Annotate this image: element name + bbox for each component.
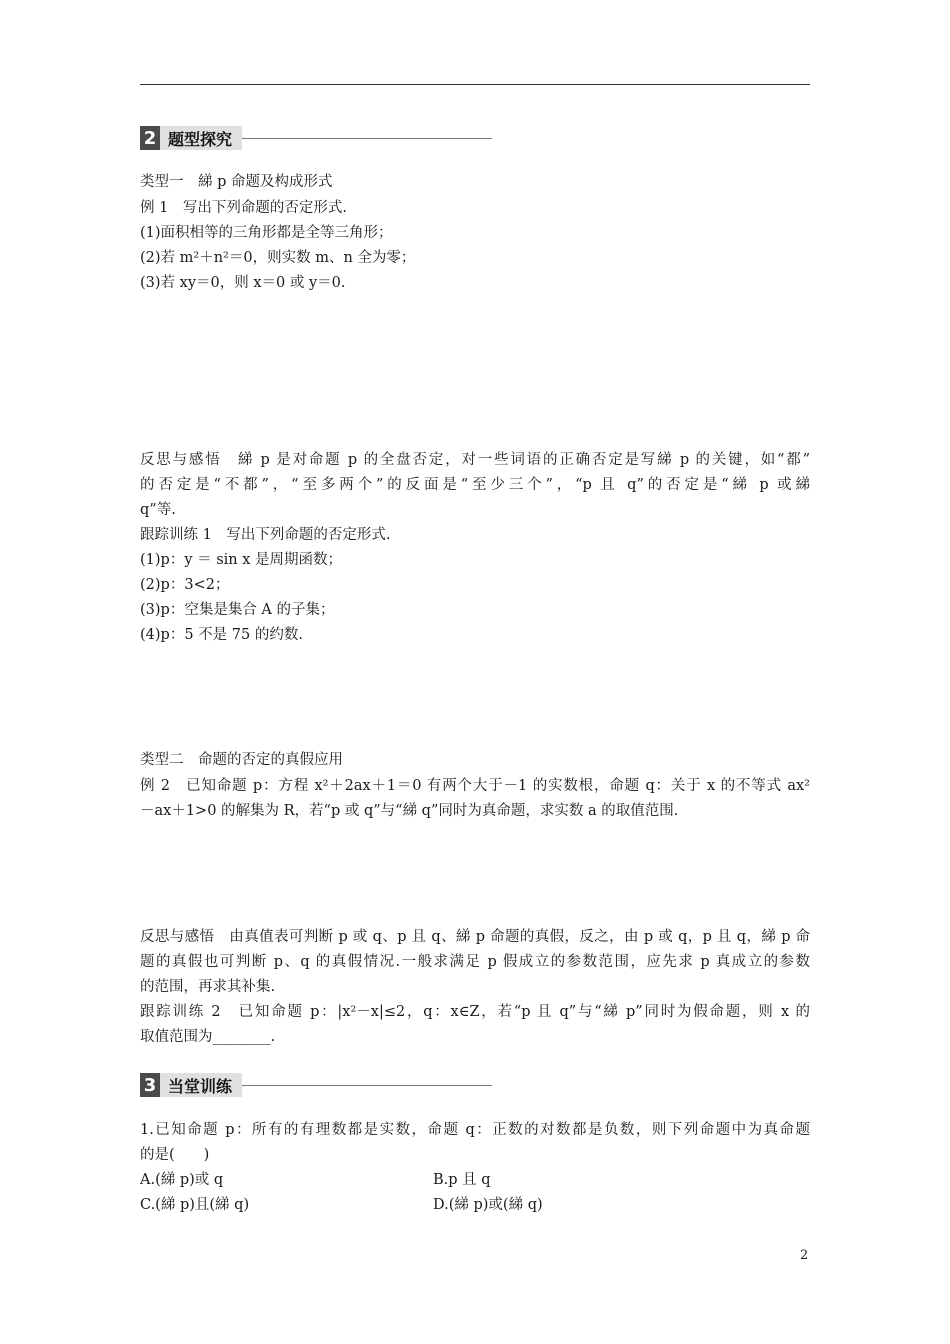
page-number: 2 (800, 1248, 809, 1263)
reflection2-line-3: 的范围，再求其补集. (140, 979, 276, 995)
section-rule (242, 1085, 492, 1086)
practice1-item-2: (2)p：3<2； (140, 577, 230, 593)
type2-heading: 类型二 命题的否定的真假应用 (140, 752, 343, 768)
example2-line-1: 例 2 已知命题 p：方程 x²＋2ax＋1＝0 有两个大于－1 的实数根，命题 q：关于 x 的不等式 ax² (140, 778, 810, 794)
example2-line-2: －ax＋1>0 的解集为 R，若“p 或 q”与“綈 q”同时为真命题，求实数 a 的取值范围. (140, 803, 679, 819)
option-d: D.(綈 p)或(綈 q) (433, 1197, 543, 1213)
section-rule (242, 138, 492, 139)
section-heading-3 (140, 1073, 492, 1097)
type1-heading: 类型一 綈 p 命题及构成形式 (140, 174, 333, 190)
reflection1-line-2: 的否定是“不都”，“至多两个”的反面是“至少三个”，“p 且 q”的否定是“綈 p 或綈 (140, 477, 810, 493)
header-rule (140, 84, 810, 85)
section-number: 3 (140, 1073, 160, 1097)
reflection1-line-1: 反思与感悟 綈 p 是对命题 p 的全盘否定，对一些词语的正确否定是写綈 p 的关键，如“都” (140, 452, 810, 468)
practice2-line-1: 跟踪训练 2 已知命题 p：|x²－x|≤2，q：x∈Z，若“p 且 q”与“綈 p”同时为假命题，则 x 的 (140, 1004, 810, 1020)
option-c: C.(綈 p)且(綈 q) (140, 1197, 250, 1213)
practice1-item-1: (1)p：y ＝ sin x 是周期函数； (140, 552, 343, 568)
section-title: 当堂训练 (160, 1073, 242, 1097)
practice1-stem: 跟踪训练 1 写出下列命题的否定形式. (140, 527, 391, 543)
example1-stem: 例 1 写出下列命题的否定形式. (140, 200, 347, 216)
practice1-item-4: (4)p：5 不是 75 的约数. (140, 627, 303, 643)
example1-item-1: (1)面积相等的三角形都是全等三角形； (140, 225, 393, 241)
option-b: B.p 且 q (433, 1172, 491, 1188)
reflection1-line-3: q”等. (140, 502, 176, 518)
practice1-item-3: (3)p：空集是集合 A 的子集； (140, 602, 335, 618)
section-title: 题型探究 (160, 126, 242, 150)
reflection2-line-2: 题的真假也可判断 p、q 的真假情况.一般求满足 p 假成立的参数范围，应先求 p 真成立的参数 (140, 954, 810, 970)
example1-item-2: (2)若 m²＋n²＝0，则实数 m、n 全为零； (140, 250, 416, 266)
example1-item-3: (3)若 xy＝0，则 x＝0 或 y＝0. (140, 275, 346, 291)
reflection2-line-1: 反思与感悟 由真值表可判断 p 或 q、p 且 q、綈 p 命题的真假，反之，由 p 或 q，p 且 q，綈 p 命 (140, 929, 810, 945)
practice2-line-2: 取值范围为________. (140, 1029, 276, 1045)
question1-stem-line-1: 1.已知命题 p：所有的有理数都是实数，命题 q：正数的对数都是负数，则下列命题中为真命题 (140, 1122, 810, 1138)
section-number: 2 (140, 126, 160, 150)
section-heading-2 (140, 126, 492, 150)
option-a: A.(綈 p)或 q (140, 1172, 224, 1188)
question1-stem-line-2: 的是( ) (140, 1147, 210, 1163)
